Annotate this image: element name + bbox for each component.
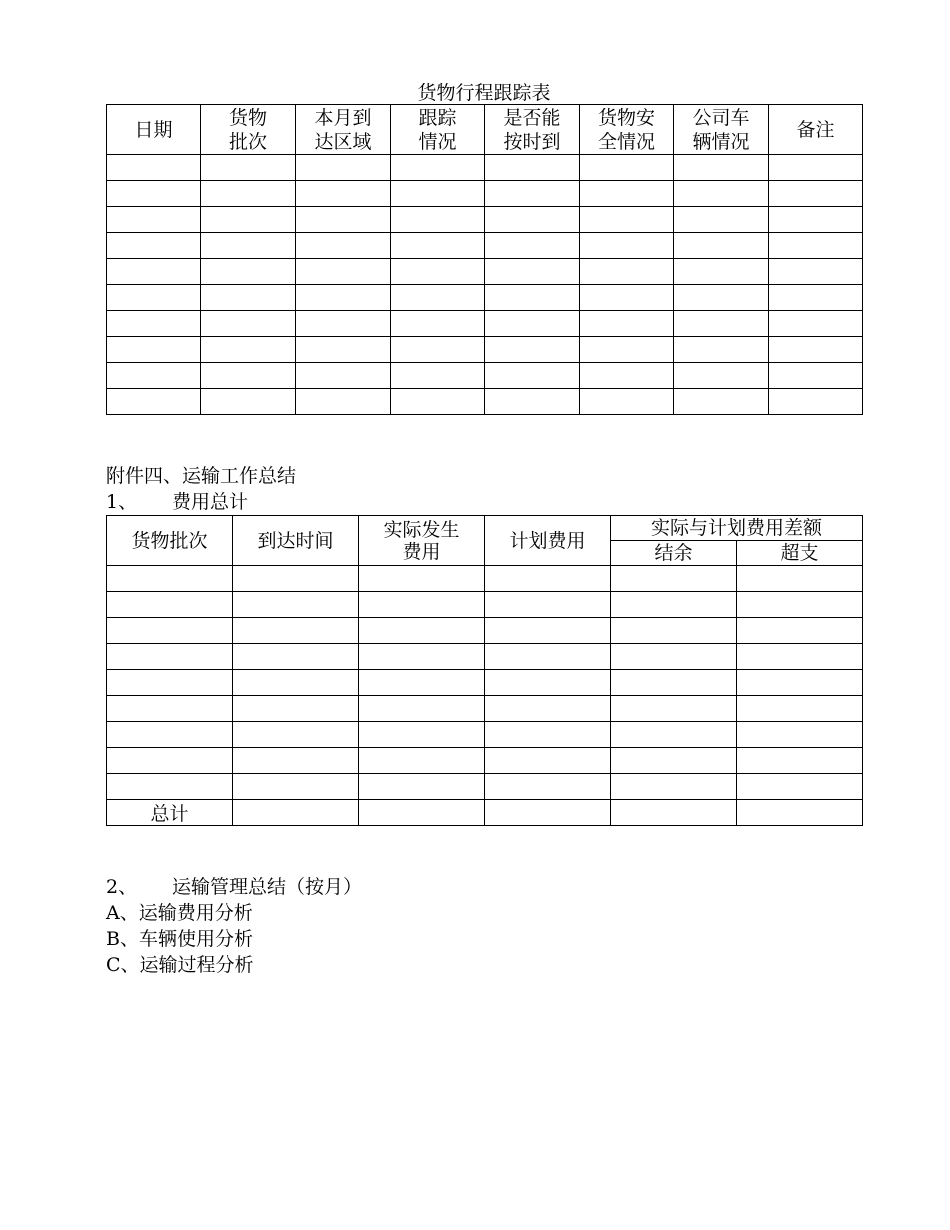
table-cell: [485, 748, 611, 774]
total-row: [107, 800, 863, 826]
table-cell: [107, 233, 201, 259]
table-cell: [107, 337, 201, 363]
table-row: [107, 644, 863, 670]
table-cell: [391, 337, 485, 363]
table-cell: [201, 233, 296, 259]
header-surplus: 结余: [611, 541, 737, 566]
table-cell: [485, 670, 611, 696]
table-cell: [359, 800, 485, 826]
item-vehicle-analysis: B、车辆使用分析: [106, 928, 253, 950]
table-cell: [580, 155, 674, 181]
table-cell: [201, 363, 296, 389]
table-cell: [201, 181, 296, 207]
table-cell: [769, 181, 863, 207]
table-row: [107, 696, 863, 722]
tracking-header-row: [107, 105, 863, 155]
table-cell: [233, 644, 359, 670]
table-cell: [611, 748, 737, 774]
header-overrun: 超支: [737, 541, 863, 566]
table-cell: [737, 644, 863, 670]
table-cell: [580, 337, 674, 363]
table-cell: [359, 722, 485, 748]
table-cell: [737, 774, 863, 800]
header-cost-difference: 实际与计划费用差额: [611, 516, 863, 541]
table-cell: [485, 774, 611, 800]
table-cell: [485, 285, 580, 311]
table-cell: [737, 722, 863, 748]
header-vehicle: 公司车 辆情况: [674, 105, 769, 155]
section1-label: 费用总计: [172, 491, 249, 513]
table-cell: [296, 311, 391, 337]
table-cell: [769, 233, 863, 259]
tracking-table: [106, 104, 863, 415]
table-cell: [233, 748, 359, 774]
header-batch: 货物 批次: [201, 105, 296, 155]
table-cell: [611, 774, 737, 800]
table-cell: [485, 696, 611, 722]
table-cell: [201, 207, 296, 233]
cost-header-row-1: [107, 516, 863, 541]
table-cell: [296, 285, 391, 311]
table-cell: [485, 337, 580, 363]
table-cell: [296, 259, 391, 285]
table-row: [107, 748, 863, 774]
table-cell: [296, 181, 391, 207]
table-cell: [485, 363, 580, 389]
table-cell: [485, 233, 580, 259]
table-cell: [233, 670, 359, 696]
table-cell: [737, 618, 863, 644]
table-cell: [107, 644, 233, 670]
table-cell: [769, 337, 863, 363]
table-cell: [674, 259, 769, 285]
appendix-title: 附件四、运输工作总结: [106, 465, 297, 487]
table-cell: [580, 311, 674, 337]
table-cell: [580, 233, 674, 259]
table-cell: [485, 207, 580, 233]
table-cell: [391, 207, 485, 233]
table-cell: [674, 207, 769, 233]
header-region: 本月到 达区域: [296, 105, 391, 155]
table-cell: [737, 800, 863, 826]
table-cell: [485, 800, 611, 826]
table-cell: [391, 233, 485, 259]
table-cell: [107, 155, 201, 181]
table-row: [107, 592, 863, 618]
table-cell: [107, 363, 201, 389]
table-cell: [359, 618, 485, 644]
table-cell: [201, 311, 296, 337]
table-cell: [611, 566, 737, 592]
table-cell: [737, 670, 863, 696]
total-label: 总计: [107, 800, 233, 826]
table-cell: [485, 592, 611, 618]
table-cell: [391, 181, 485, 207]
table-cell: [674, 155, 769, 181]
table-cell: [769, 155, 863, 181]
table-row: [107, 618, 863, 644]
table-cell: [611, 722, 737, 748]
table-cell: [391, 259, 485, 285]
table-cell: [391, 389, 485, 415]
table-cell: [107, 181, 201, 207]
table-cell: [737, 696, 863, 722]
table-cell: [107, 566, 233, 592]
table-cell: [485, 259, 580, 285]
table-cell: [296, 389, 391, 415]
table-cell: [201, 155, 296, 181]
table-cell: [233, 592, 359, 618]
table-cell: [611, 618, 737, 644]
table-cell: [359, 644, 485, 670]
table-cell: [233, 774, 359, 800]
table-cell: [485, 722, 611, 748]
table-cell: [359, 696, 485, 722]
table-cell: [107, 285, 201, 311]
table-cell: [107, 311, 201, 337]
table-cell: [233, 800, 359, 826]
table-cell: [769, 311, 863, 337]
table-cell: [769, 285, 863, 311]
table-cell: [201, 337, 296, 363]
table-cell: [580, 207, 674, 233]
item-process-analysis: C、运输过程分析: [106, 954, 254, 976]
table-cell: [233, 722, 359, 748]
header-planned-cost: 计划费用: [485, 516, 611, 566]
table-cell: [674, 389, 769, 415]
table-cell: [580, 285, 674, 311]
table-cell: [485, 566, 611, 592]
table-row: [107, 774, 863, 800]
header-tracking: 跟踪 情况: [391, 105, 485, 155]
table-cell: [359, 748, 485, 774]
table-cell: [769, 389, 863, 415]
table-cell: [107, 774, 233, 800]
table-cell: [359, 592, 485, 618]
table-cell: [391, 155, 485, 181]
table-cell: [359, 774, 485, 800]
table-cell: [737, 566, 863, 592]
table-cell: [485, 311, 580, 337]
table-cell: [296, 207, 391, 233]
table-cell: [580, 259, 674, 285]
tracking-table-title: 货物行程跟踪表: [417, 82, 551, 104]
table-cell: [107, 259, 201, 285]
table-row: [107, 722, 863, 748]
table-row: [107, 566, 863, 592]
section2-label: 运输管理总结（按月）: [172, 876, 363, 898]
table-cell: [391, 363, 485, 389]
header-arrival-time: 到达时间: [233, 516, 359, 566]
table-cell: [107, 670, 233, 696]
table-cell: [611, 644, 737, 670]
table-cell: [674, 233, 769, 259]
table-cell: [674, 363, 769, 389]
header-remarks: 备注: [769, 105, 863, 155]
table-cell: [391, 285, 485, 311]
table-cell: [580, 363, 674, 389]
header-actual-cost: 实际发生 费用: [359, 516, 485, 566]
table-cell: [233, 618, 359, 644]
table-row: [107, 181, 863, 207]
table-row: [107, 233, 863, 259]
table-cell: [296, 155, 391, 181]
table-row: [107, 259, 863, 285]
table-cell: [201, 259, 296, 285]
table-cell: [769, 207, 863, 233]
table-row: [107, 389, 863, 415]
table-cell: [107, 748, 233, 774]
item-cost-analysis: A、运输费用分析: [106, 902, 253, 924]
table-cell: [674, 285, 769, 311]
table-cell: [201, 389, 296, 415]
table-cell: [611, 800, 737, 826]
table-cell: [485, 181, 580, 207]
table-cell: [201, 285, 296, 311]
table-cell: [359, 670, 485, 696]
table-cell: [580, 389, 674, 415]
table-cell: [296, 363, 391, 389]
table-cell: [391, 311, 485, 337]
header-safety: 货物安 全情况: [580, 105, 674, 155]
table-cell: [611, 696, 737, 722]
table-cell: [674, 337, 769, 363]
table-cell: [107, 722, 233, 748]
header-date: 日期: [107, 105, 201, 155]
section2-number: 2、: [106, 876, 138, 898]
table-cell: [611, 670, 737, 696]
table-cell: [107, 207, 201, 233]
header-ontime: 是否能 按时到: [485, 105, 580, 155]
table-row: [107, 337, 863, 363]
table-cell: [296, 233, 391, 259]
table-cell: [674, 311, 769, 337]
table-row: [107, 311, 863, 337]
table-cell: [611, 592, 737, 618]
table-cell: [737, 592, 863, 618]
cost-table: [106, 515, 863, 826]
table-cell: [233, 696, 359, 722]
table-cell: [737, 748, 863, 774]
section1-number: 1、: [106, 491, 138, 513]
table-cell: [107, 618, 233, 644]
table-cell: [769, 363, 863, 389]
table-cell: [233, 566, 359, 592]
table-cell: [580, 181, 674, 207]
table-row: [107, 363, 863, 389]
table-cell: [485, 644, 611, 670]
table-row: [107, 285, 863, 311]
table-cell: [485, 389, 580, 415]
table-cell: [674, 181, 769, 207]
table-cell: [107, 592, 233, 618]
table-row: [107, 670, 863, 696]
table-cell: [296, 337, 391, 363]
table-row: [107, 155, 863, 181]
header-cost-batch: 货物批次: [107, 516, 233, 566]
table-cell: [107, 696, 233, 722]
table-row: [107, 207, 863, 233]
table-cell: [485, 155, 580, 181]
table-cell: [769, 259, 863, 285]
table-cell: [359, 566, 485, 592]
table-cell: [107, 389, 201, 415]
table-cell: [485, 618, 611, 644]
